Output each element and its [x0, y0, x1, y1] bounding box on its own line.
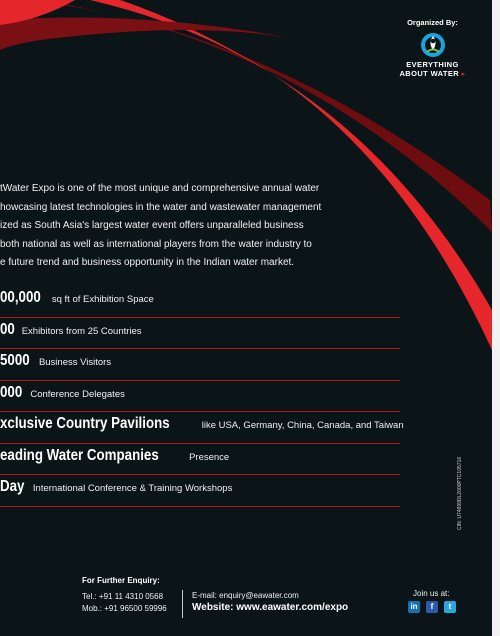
highlight-figure: xclusive Country Pavilions: [0, 415, 170, 432]
right-edge-strip: [492, 0, 500, 636]
highlight-row: [0, 475, 400, 507]
logo-text-line2: [385, 69, 480, 79]
twitter-icon[interactable]: t: [444, 601, 456, 613]
logo-arrow-icon: ▸: [461, 71, 466, 78]
intro-line: both national as well as international players from the water industry to: [0, 238, 312, 250]
highlight-figure: 000: [0, 383, 23, 401]
highlight-figure: eading Water Companies: [0, 446, 159, 464]
highlights-list: [0, 286, 404, 507]
highlight-caption: Presence: [189, 451, 230, 463]
join-us-label: Join us at:: [413, 589, 450, 598]
logo-text-line2-label: ABOUT WATER: [399, 69, 460, 78]
intro-paragraph: [0, 180, 322, 273]
mobile-text: Mob.: +91 96500 59996: [82, 604, 167, 613]
intro-line: tWater Expo is one of the most unique and comprehensive annual water: [0, 183, 320, 194]
footer: [0, 575, 500, 636]
highlight-row: [0, 349, 400, 381]
highlight-caption: Conference Delegates: [30, 388, 125, 400]
email-link[interactable]: E-mail: enquiry@eawater.com: [192, 591, 299, 600]
highlight-figure: 00: [0, 320, 15, 338]
highlight-row: [0, 381, 400, 413]
highlight-row: [0, 318, 400, 350]
highlight-figure: 5000: [0, 352, 30, 369]
intro-line: howcasing latest technologies in the water and wastewater management: [0, 201, 322, 213]
highlight-row: [0, 286, 400, 318]
water-drop-person-icon: [418, 32, 448, 58]
organized-by-label: Organized By:: [407, 18, 458, 27]
linkedin-icon[interactable]: in: [408, 601, 420, 613]
highlight-row: [0, 412, 404, 444]
telephone-text: Tel.: +91 11 4310 0568: [82, 592, 164, 601]
highlight-caption: Business Visitors: [38, 357, 112, 368]
intro-line: e future trend and business opportunity in the Indian water market.: [0, 257, 295, 268]
company-cin-text: CIN: U74899DL2000PTC105716: [457, 456, 463, 530]
footer-divider: [182, 590, 183, 618]
highlight-figure: Day: [0, 478, 25, 495]
logo-text-line1: EVERYTHING: [406, 60, 459, 69]
highlight-caption: sq ft of Exhibition Space: [51, 294, 154, 305]
facebook-icon[interactable]: f: [426, 601, 438, 613]
highlight-figure: 00,000: [0, 289, 41, 306]
enquiry-title: For Further Enquiry:: [82, 576, 160, 585]
organizer-block: [385, 18, 480, 79]
highlight-caption: International Conference & Training Workshops: [32, 483, 233, 494]
website-link[interactable]: Website: www.eawater.com/expo: [192, 602, 349, 613]
highlight-caption: like USA, Germany, China, Canada, and Taiwan: [201, 420, 404, 431]
highlight-row: [0, 444, 400, 476]
intro-line: ized as South Asia's largest water event offers unparalleled business: [0, 220, 304, 231]
highlight-caption: Exhibitors from 25 Countries: [21, 325, 142, 337]
